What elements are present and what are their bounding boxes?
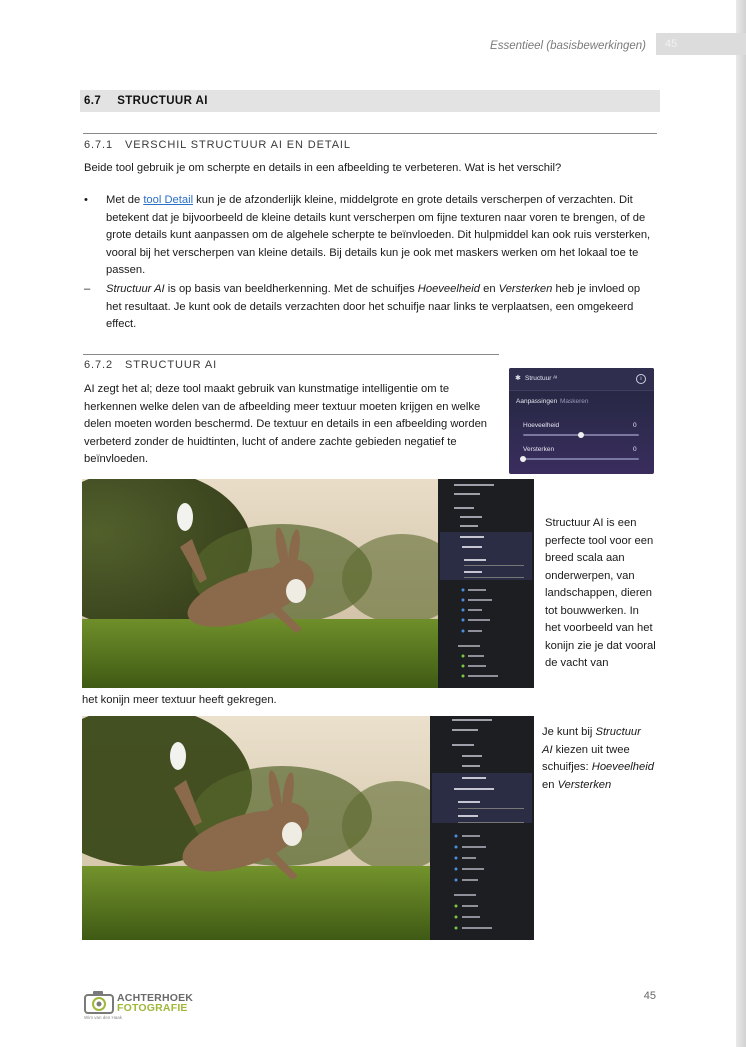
structuur-ai-panel [509,368,654,474]
subsection-rule [83,133,657,134]
tab-adjustments[interactable]: Aanpassingen [516,398,558,405]
running-header-title: Essentieel (basisbewerkingen) [490,40,646,52]
side-text: kiezen uit twee schuifjes: [542,743,630,773]
bullet-text: en [479,283,499,295]
photo1-caption-continuation: het konijn meer textuur heeft gekregen. [82,694,277,706]
tab-masking[interactable]: Maskeren [560,398,589,405]
subsection-number: 6.7.1 [84,139,113,151]
footer-logo [84,988,204,1022]
em-text: Versterken [498,283,553,295]
page-edge-shadow [736,0,746,1047]
em-text: Hoeveelheid [417,283,480,295]
structure-icon: ✱ [515,375,521,382]
subsection-title: STRUCTUUR AI [124,359,218,371]
slider-amount-value: 0 [633,422,637,429]
bullet-structuur-paragraph [106,281,658,334]
rabbit-photo-2-image [82,716,534,940]
em-text: Versterken [557,778,612,791]
structuur-ai-paragraph: AI zegt het al; deze tool maakt gebruik van kunstmatige intelligentie om te herkennen welke delen van de afbeelding meer textuur moeten krijgen en welke delen moeten worden beschermd. De textuur en details in een afbeelding worden verbeterd zonder de huidtinten, lucht of andere zachte gebieden negatief te beïnvloeden. [84,383,488,465]
tool-detail-link[interactable]: tool Detail [143,194,194,206]
rabbit-photo-1 [82,479,534,688]
bullet-text: Met de [106,194,144,206]
logo-line1: ACHTERHOEK [117,992,194,1004]
side-text: Je kunt bij [542,726,596,738]
subsection-title: VERSCHIL STRUCTUUR AI EN DETAIL [124,139,351,151]
subsection-number: 6.7.2 [84,359,113,371]
rabbit-photo-1-image [82,479,534,688]
slider-boost-label: Versterken [523,446,555,453]
subsection-heading-1 [84,139,351,151]
slider-boost-track[interactable] [523,458,639,460]
running-header-page-tab: 45 [656,33,746,55]
info-icon[interactable]: i [636,374,646,384]
section-heading [80,90,660,112]
bullet-text: heb je invloed op het resultaat. Je kunt ook de details verzachten door het schuifje naar links te verplaatsen, een omgekeerd effect. [106,283,641,330]
logo-subtitle: Wim van den Haak [84,1015,123,1020]
section-title: STRUCTUUR AI [117,95,208,107]
intro-paragraph: Beide tool gebruik je om scherpte en details in een afbeelding te verbeteren. Wat is het verschil? [84,162,562,174]
subsection-rule [83,354,499,355]
footer-page-number: 45 [643,990,656,1002]
subsection-heading-2 [84,359,217,371]
em-text: Structuur AI [542,726,641,756]
slider-boost-value: 0 [633,446,637,453]
photo1-side-text: Structuur AI is een perfecte tool voor een breed scala aan onderwerpen, van landschappen, dieren tot bouwwerken. In het voorbeeld van het konijn zie je dat vooral de vacht van [545,517,656,669]
bullet-detail-paragraph [106,192,658,280]
rabbit-photo-2 [82,716,534,940]
bullet-text: kun je de afzonderlijk kleine, middelgrote en grote details verscherpen of verzachten. Dit betekent dat je bijvoorbeeld de kleine details kunt verscherpen om fijne texturen naar voren te brengen, of de grote details kunt aanpassen om de algehele scherpte te beïnvloeden. Dit hulpmiddel kan ook ruis versterken, vooral bij het verscherpen van kleine details. Bij details kun je ook met maskers werken om het lokaal toe te passen. [106,194,651,276]
dash-marker: – [84,283,91,295]
panel-title: Structuur ᴬᴵ [525,375,558,382]
camera-logo-icon [84,990,114,1014]
section-number: 6.7 [84,95,102,107]
slider-amount-label: Hoeveelheid [523,422,560,429]
photo2-side-text [542,724,654,794]
slider-boost-handle[interactable] [520,456,526,462]
em-text: Hoeveelheid [591,761,654,773]
bullet-text: is op basis van beeldherkenning. Met de schuifjes [164,283,418,295]
slider-amount-handle[interactable] [578,432,584,438]
em-text: Structuur AI [106,283,165,295]
bullet-marker: • [84,194,88,206]
side-text: en [542,778,558,791]
logo-line2: FOTOGRAFIE [117,1002,188,1014]
